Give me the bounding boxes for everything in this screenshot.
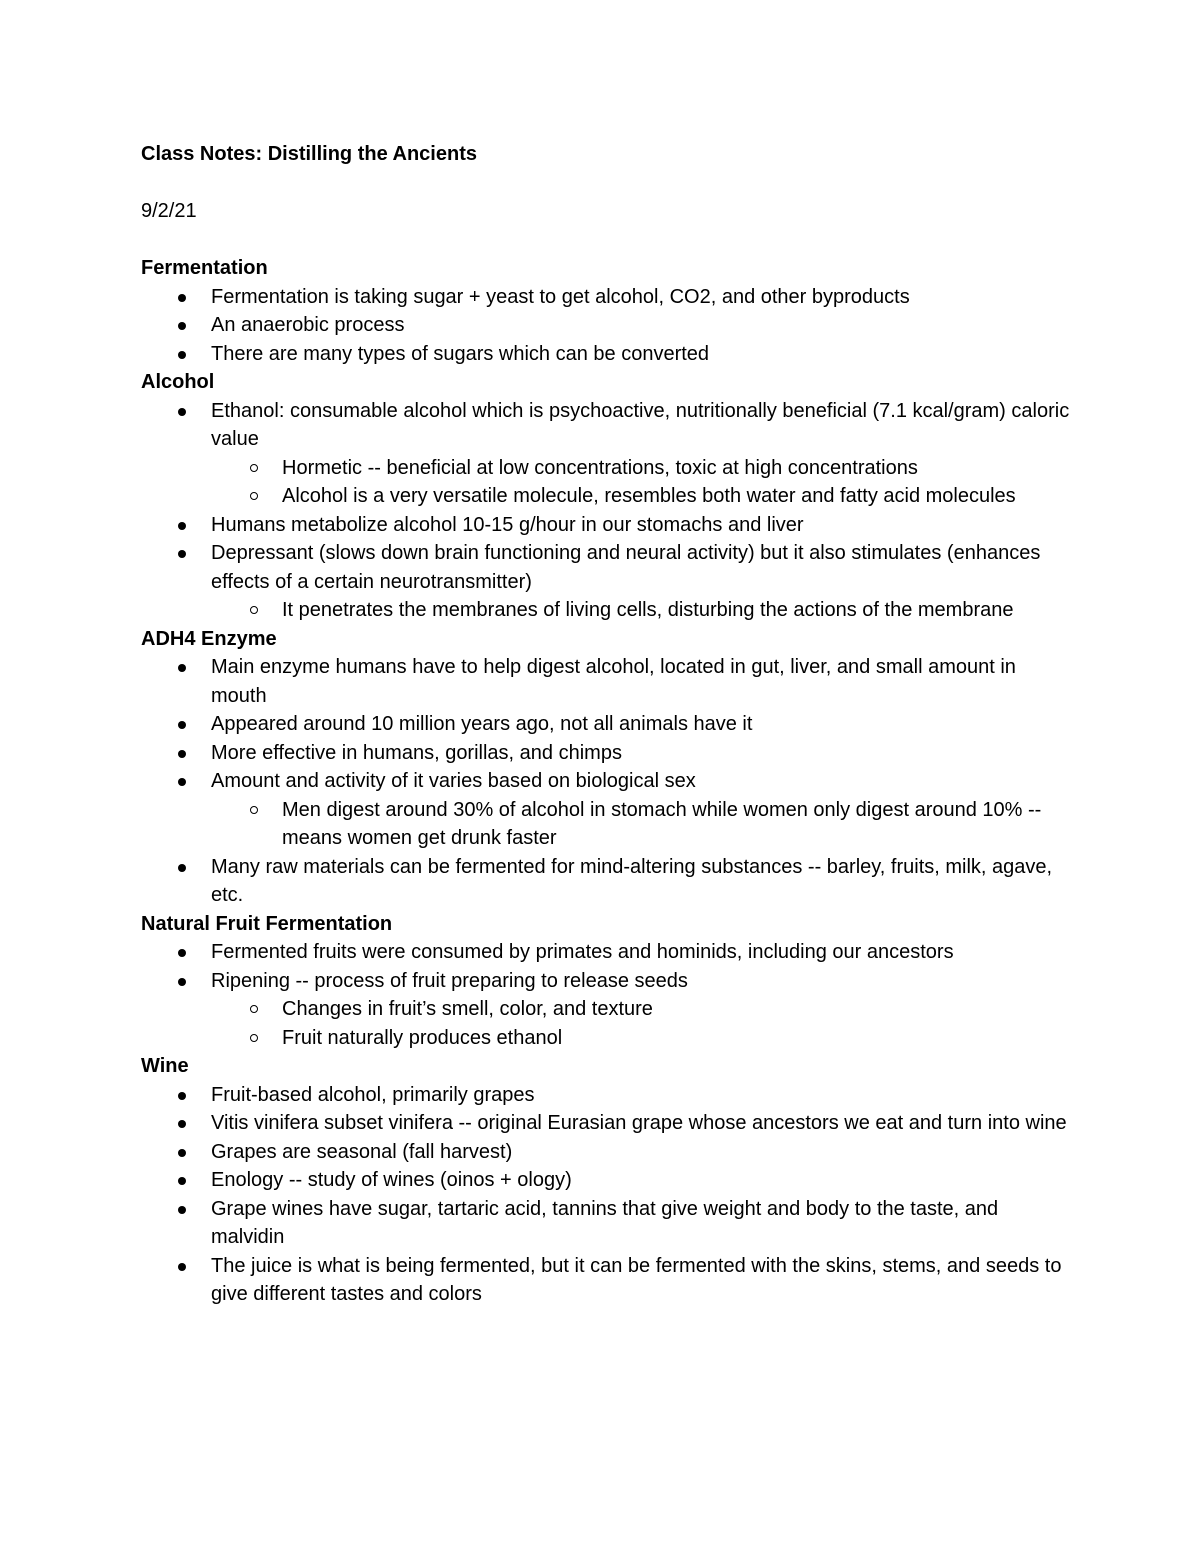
- sub-list-item: [141, 482, 1071, 511]
- list-item-text: Alcohol is a very versatile molecule, resembles both water and fatty acid molecules: [282, 485, 1016, 507]
- list-item-text: Hormetic -- beneficial at low concentrations, toxic at high concentrations: [282, 456, 918, 479]
- list-item: [141, 1166, 1071, 1195]
- list-item: [141, 710, 1071, 739]
- filled-bullet-icon: [178, 1177, 186, 1185]
- list-item: [141, 311, 1071, 340]
- list-item-text: Fermentation is taking sugar + yeast to get alcohol, CO2, and other byproducts: [211, 285, 910, 308]
- hollow-bullet-icon: [250, 464, 258, 472]
- filled-bullet-icon: [178, 750, 186, 758]
- filled-bullet-icon: [178, 1206, 186, 1214]
- filled-bullet-icon: [178, 1092, 186, 1100]
- sections-container: [141, 254, 1071, 1309]
- list-item-text: Men digest around 30% of alcohol in stomach while women only digest around 10% -- means women get drunk faster: [282, 798, 1042, 849]
- list-item-text: An anaerobic process: [211, 314, 405, 336]
- filled-bullet-icon: [178, 721, 186, 729]
- sub-list-item: [141, 596, 1071, 625]
- list-item: [141, 1252, 1071, 1309]
- section-heading: Fermentation: [141, 257, 268, 279]
- filled-bullet-icon: [178, 664, 186, 672]
- list-item-text: Many raw materials can be fermented for mind-altering substances -- barley, fruits, milk, agave, etc.: [211, 855, 1053, 906]
- document-body: [141, 140, 1071, 1309]
- list-item: [141, 283, 1071, 312]
- list-item-text: It penetrates the membranes of living cells, disturbing the actions of the membrane: [282, 599, 1014, 621]
- list-item: [141, 1195, 1071, 1252]
- list-item-text: Ripening -- process of fruit preparing to release seeds: [211, 969, 688, 992]
- bullet-list: [141, 397, 1071, 625]
- hollow-bullet-icon: [250, 1005, 258, 1013]
- list-item-text: Enology -- study of wines (oinos + ology): [211, 1169, 572, 1191]
- hollow-bullet-icon: [250, 492, 258, 500]
- sub-list-item: [141, 796, 1071, 853]
- list-item-text: Depressant (slows down brain functioning and neural activity) but it also stimulates (enhances effects of a certain neurotransmitter): [211, 542, 1041, 593]
- document-title: Class Notes: Distilling the Ancients: [141, 143, 477, 165]
- list-item-text: There are many types of sugars which can be converted: [211, 342, 710, 365]
- filled-bullet-icon: [178, 778, 186, 786]
- list-item: [141, 511, 1071, 540]
- list-item: [141, 397, 1071, 454]
- filled-bullet-icon: [178, 550, 186, 558]
- list-item: [141, 739, 1071, 768]
- document-date: 9/2/21: [141, 200, 197, 222]
- filled-bullet-icon: [178, 1149, 186, 1157]
- sub-list-item: [141, 454, 1071, 483]
- section-heading: Natural Fruit Fermentation: [141, 912, 393, 935]
- filled-bullet-icon: [178, 1263, 186, 1271]
- list-item: [141, 340, 1071, 369]
- list-item: [141, 938, 1071, 967]
- list-item: [141, 1081, 1071, 1110]
- list-item: [141, 967, 1071, 996]
- filled-bullet-icon: [178, 522, 186, 530]
- hollow-bullet-icon: [250, 806, 258, 814]
- list-item-text: Fruit naturally produces ethanol: [282, 1026, 563, 1049]
- list-item-text: Amount and activity of it varies based on biological sex: [211, 770, 696, 792]
- list-item-text: Grape wines have sugar, tartaric acid, tannins that give weight and body to the taste, and malvidin: [211, 1197, 999, 1248]
- filled-bullet-icon: [178, 864, 186, 872]
- blank-line: [141, 169, 1071, 198]
- list-item: [141, 1109, 1071, 1138]
- list-item: [141, 653, 1071, 710]
- list-item-text: Main enzyme humans have to help digest alcohol, located in gut, liver, and small amount in mouth: [211, 656, 1016, 707]
- list-item-text: Vitis vinifera subset vinifera -- original Eurasian grape whose ancestors we eat and turn into wine: [211, 1112, 1067, 1134]
- filled-bullet-icon: [178, 294, 186, 302]
- bullet-list: [141, 1081, 1071, 1309]
- list-item-text: Humans metabolize alcohol 10-15 g/hour in our stomachs and liver: [211, 513, 804, 536]
- list-item-text: Changes in fruit’s smell, color, and texture: [282, 998, 653, 1020]
- section-heading: Wine: [141, 1055, 189, 1077]
- list-item-text: Grapes are seasonal (fall harvest): [211, 1140, 513, 1163]
- list-item-text: Fruit-based alcohol, primarily grapes: [211, 1083, 535, 1106]
- filled-bullet-icon: [178, 322, 186, 330]
- hollow-bullet-icon: [250, 606, 258, 614]
- sub-list-item: [141, 995, 1071, 1024]
- list-item-text: Ethanol: consumable alcohol which is psychoactive, nutritionally beneficial (7.1 kcal/gram) caloric value: [211, 399, 1070, 450]
- list-item: [141, 767, 1071, 796]
- filled-bullet-icon: [178, 351, 186, 359]
- list-item-text: Appeared around 10 million years ago, not all animals have it: [211, 713, 753, 735]
- blank-line: [141, 226, 1071, 255]
- list-item-text: Fermented fruits were consumed by primates and hominids, including our ancestors: [211, 941, 954, 963]
- bullet-list: [141, 653, 1071, 910]
- filled-bullet-icon: [178, 978, 186, 986]
- bullet-list: [141, 938, 1071, 1052]
- filled-bullet-icon: [178, 408, 186, 416]
- section-heading: ADH4 Enzyme: [141, 627, 277, 650]
- bullet-list: [141, 283, 1071, 369]
- section-heading: Alcohol: [141, 371, 215, 393]
- filled-bullet-icon: [178, 949, 186, 957]
- list-item-text: More effective in humans, gorillas, and chimps: [211, 741, 622, 764]
- list-item: [141, 1138, 1071, 1167]
- sub-list-item: [141, 1024, 1071, 1053]
- list-item-text: The juice is what is being fermented, but it can be fermented with the skins, stems, and seeds to give different tastes and colors: [211, 1254, 1062, 1305]
- filled-bullet-icon: [178, 1120, 186, 1128]
- list-item: [141, 539, 1071, 596]
- list-item: [141, 853, 1071, 910]
- hollow-bullet-icon: [250, 1034, 258, 1042]
